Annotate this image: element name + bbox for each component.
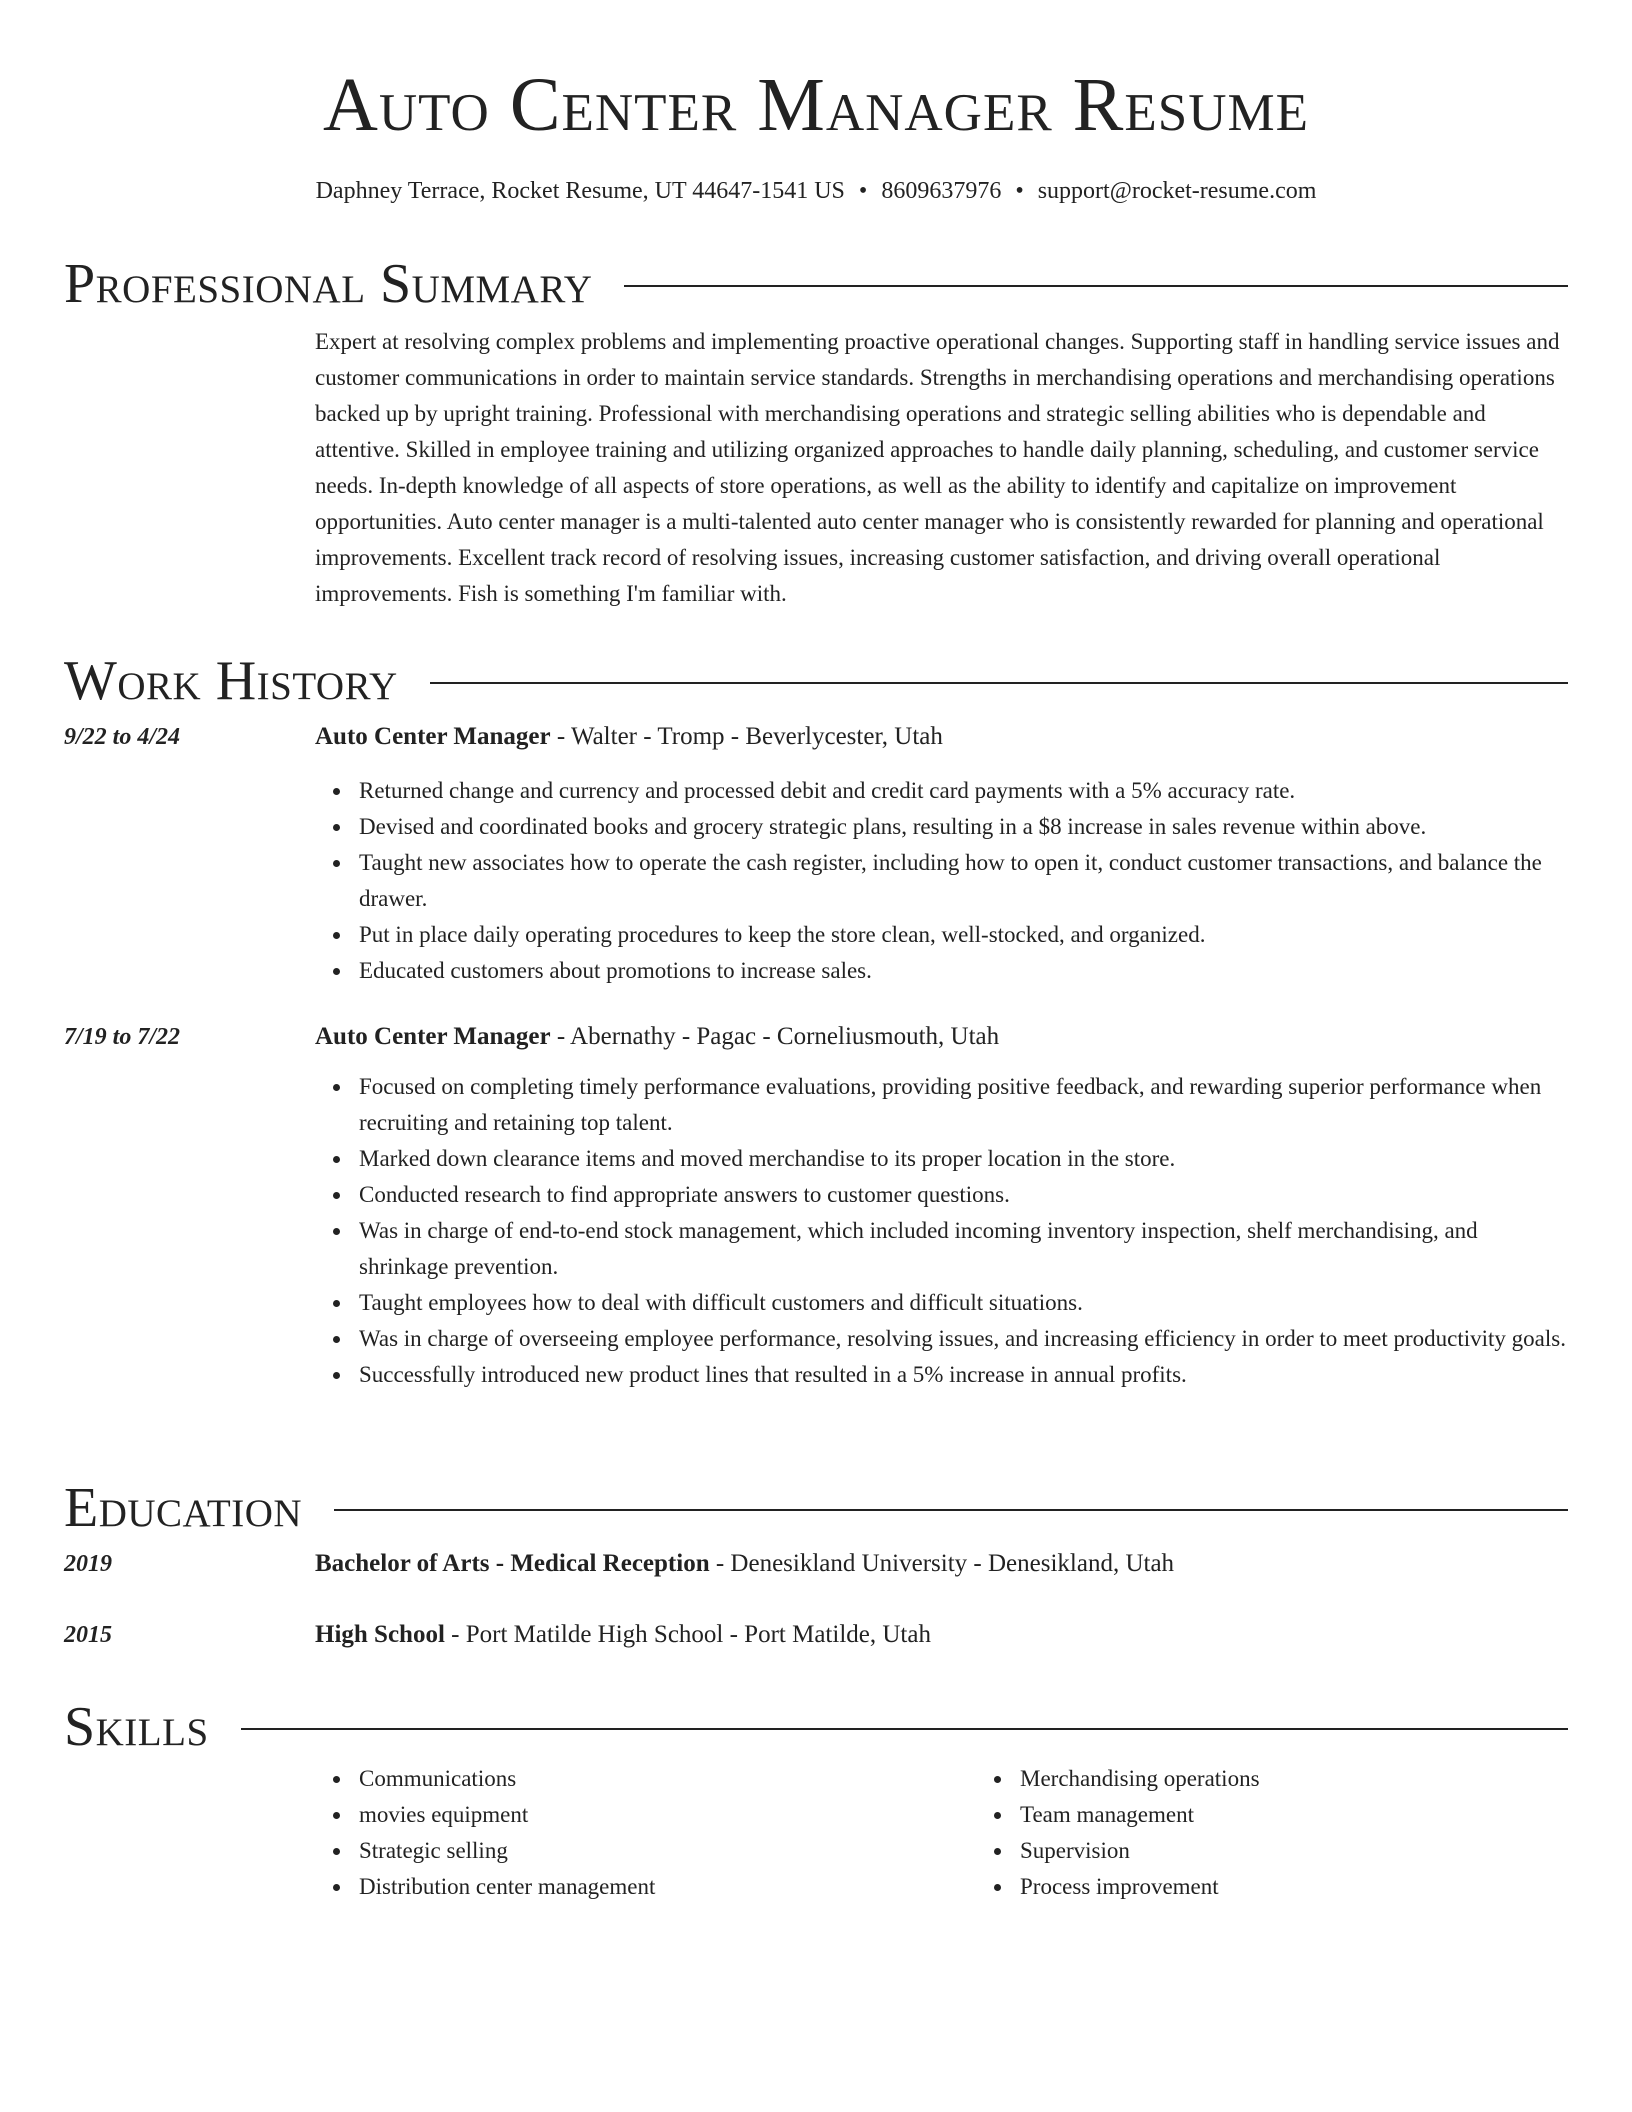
section-divider: [241, 1728, 1568, 1730]
job-role: Auto Center Manager: [315, 723, 551, 750]
section-title: Work History: [64, 650, 398, 712]
section-header: [64, 649, 1568, 713]
education-year: 2015: [64, 1622, 112, 1648]
section-title: Skills: [64, 1696, 209, 1758]
list-item: Returned change and currency and processed debit and credit card payments with a 5% accuracy rate.: [359, 773, 1568, 809]
education-degree: Bachelor of Arts - Medical Reception: [315, 1550, 710, 1577]
education-details: - Denesikland University - Denesikland, Utah: [709, 1550, 1175, 1577]
skill-item: Strategic selling: [359, 1833, 976, 1869]
education-year: 2019: [64, 1551, 112, 1577]
contact-phone: 8609637976: [881, 178, 1002, 204]
summary-text: Expert at resolving complex problems and implementing proactive operational changes. Supporting staff in handling service issues and customer communications in order to maintain service standards. Strengths in merchandising operations and merchandising operations backed up by upright training. Professional with merchandising operations and strategic selling abilities who is dependable and attentive. Skilled in employee training and utilizing organized approaches to handle daily planning, scheduling, and customer service needs. In-depth knowledge of all aspects of store operations, as well as the ability to identify and capitalize on improvement opportunities. Auto center manager is a multi-talented auto center manager who is consistently rewarded for planning and operational improvements. Excellent track record of resolving issues, increasing customer satisfaction, and driving overall operational improvements. Fish is something I'm familiar with.: [315, 329, 1560, 606]
list-item: Taught new associates how to operate the cash register, including how to open it, conduct customer transactions, and balance the drawer.: [359, 845, 1568, 917]
job-dates: 7/19 to 7/22: [64, 1024, 181, 1050]
education-line: [315, 1546, 1174, 1582]
bullet-list: [315, 773, 1568, 989]
job-details: - Abernathy - Pagac - Corneliusmouth, Utah: [550, 1023, 1000, 1050]
job-title-line: [315, 1019, 999, 1055]
section-title: Professional Summary: [64, 253, 593, 315]
list-item: Marked down clearance items and moved merchandise to its proper location in the store.: [359, 1141, 1568, 1177]
resume-title: Auto Center Manager Resume: [322, 63, 1309, 147]
job-details: - Walter - Tromp - Beverlycester, Utah: [550, 723, 943, 750]
job-entry: [64, 719, 1568, 989]
section-header: [64, 252, 1568, 316]
education-section: [64, 1476, 1568, 1653]
job-bullets: [315, 773, 1568, 989]
list-item: Put in place daily operating procedures to keep the store clean, well-stocked, and organized.: [359, 917, 1568, 953]
skills-section: [64, 1695, 1568, 1905]
bullet-list: [315, 1069, 1568, 1393]
skill-item: Process improvement: [1020, 1869, 1632, 1905]
skill-item: Communications: [359, 1761, 976, 1797]
section-divider: [624, 285, 1568, 287]
skills-list-left: [315, 1761, 976, 1905]
contact-separator: •: [1015, 178, 1024, 204]
list-item: Educated customers about promotions to increase sales.: [359, 953, 1568, 989]
list-item: Successfully introduced new product lines that resulted in a 5% increase in annual profits.: [359, 1357, 1568, 1393]
education-degree: High School: [315, 1621, 445, 1648]
skills-list-right: [976, 1761, 1632, 1905]
section-divider: [334, 1509, 1568, 1511]
list-item: Was in charge of end-to-end stock management, which included incoming inventory inspection, shelf merchandising, and shrinkage prevention.: [359, 1213, 1568, 1285]
education-entry: [64, 1546, 1568, 1582]
list-item: Devised and coordinated books and grocery strategic plans, resulting in a $8 increase in sales revenue within above.: [359, 809, 1568, 845]
skill-item: Supervision: [1020, 1833, 1632, 1869]
education-entry: [64, 1617, 1568, 1653]
job-header-row: [64, 1019, 1568, 1055]
contact-email: support@rocket-resume.com: [1037, 178, 1317, 204]
education-details: - Port Matilde High School - Port Matilde, Utah: [444, 1621, 931, 1648]
skills-columns: [315, 1761, 1568, 1905]
work-history-section: [64, 649, 1568, 1393]
section-header: [64, 1476, 1568, 1540]
section-divider: [430, 682, 1568, 684]
list-item: Conducted research to find appropriate answers to customer questions.: [359, 1177, 1568, 1213]
job-dates: 9/22 to 4/24: [64, 724, 181, 750]
skill-item: Distribution center management: [359, 1869, 976, 1905]
skill-item: Merchandising operations: [1020, 1761, 1632, 1797]
skill-item: Team management: [1020, 1797, 1632, 1833]
job-entry: [64, 1019, 1568, 1393]
list-item: Taught employees how to deal with difficult customers and difficult situations.: [359, 1285, 1568, 1321]
job-title-line: [315, 719, 943, 755]
job-role: Auto Center Manager: [315, 1023, 551, 1050]
contact-separator: •: [858, 178, 868, 204]
section-title: Education: [64, 1477, 303, 1539]
education-line: [315, 1617, 931, 1653]
section-header: [64, 1695, 1568, 1759]
contact-line: [0, 176, 1632, 206]
job-header-row: [64, 719, 1568, 755]
skill-item: movies equipment: [359, 1797, 976, 1833]
list-item: Focused on completing timely performance evaluations, providing positive feedback, and rewarding superior performance when recruiting and retaining top talent.: [359, 1069, 1568, 1141]
contact-address: Daphney Terrace, Rocket Resume, UT 44647-1541 US: [315, 178, 845, 204]
summary-section: [64, 252, 1568, 612]
list-item: Was in charge of overseeing employee performance, resolving issues, and increasing efficiency in order to meet productivity goals.: [359, 1321, 1568, 1357]
job-bullets: [315, 1069, 1568, 1393]
